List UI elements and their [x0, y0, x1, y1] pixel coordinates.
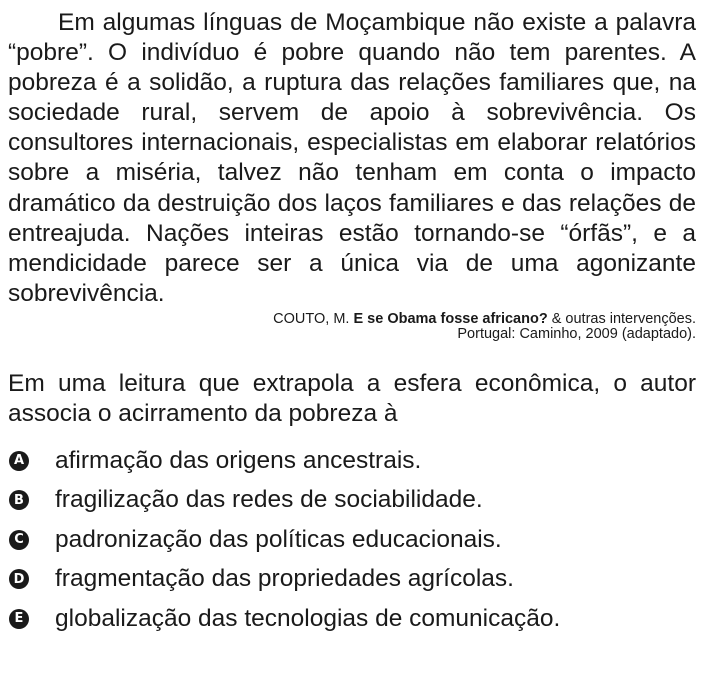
- option-d-letter-icon: D: [9, 569, 29, 589]
- citation-author: COUTO, M.: [273, 310, 350, 327]
- option-a-text: afirmação das origens ancestrais.: [55, 446, 422, 474]
- option-d-text: fragmentação das propriedades agrícolas.: [55, 565, 514, 593]
- citation-line-1: [8, 312, 696, 328]
- option-e-letter-icon: E: [9, 609, 29, 629]
- option-c-letter-icon: C: [9, 530, 29, 550]
- option-e[interactable]: [8, 599, 696, 639]
- option-b-letter-icon: B: [9, 490, 29, 510]
- question-page: [8, 8, 696, 638]
- question-stem: Em uma leitura que extrapola a esfera econômica, o autor associa o acirramento da pobreza à: [8, 369, 696, 428]
- citation: [8, 312, 696, 343]
- option-a[interactable]: [8, 441, 696, 481]
- option-b[interactable]: [8, 480, 696, 520]
- answer-options: [8, 441, 696, 639]
- option-c-text: padronização das políticas educacionais.: [55, 525, 502, 553]
- option-a-letter-icon: A: [9, 451, 29, 471]
- citation-rest: & outras intervenções.: [551, 310, 696, 327]
- option-c[interactable]: [8, 520, 696, 560]
- citation-title: E se Obama fosse africano?: [353, 310, 548, 327]
- passage-text: Em algumas línguas de Moçambique não existe a palavra “pobre”. O indivíduo é pobre quando não tem parentes. A pobreza é a solidão, a ruptura das relações familiares que, na sociedade rural, servem de apoio à sobrevivência. Os consultores internacionais, especialistas em elaborar relatórios sobre a miséria, talvez não tenham em conta o impacto dramático da destruição dos laços familiares e das relações de entreajuda. Nações inteiras estão tornando-se “órfãs”, e a mendicidade parece ser a única via de uma agonizante sobrevivência.: [8, 9, 696, 307]
- citation-publisher: Portugal: Caminho, 2009 (adaptado).: [457, 326, 696, 343]
- option-d[interactable]: [8, 559, 696, 599]
- option-e-text: globalização das tecnologias de comunicação.: [55, 604, 561, 632]
- option-b-text: fragilização das redes de sociabilidade.: [55, 486, 483, 514]
